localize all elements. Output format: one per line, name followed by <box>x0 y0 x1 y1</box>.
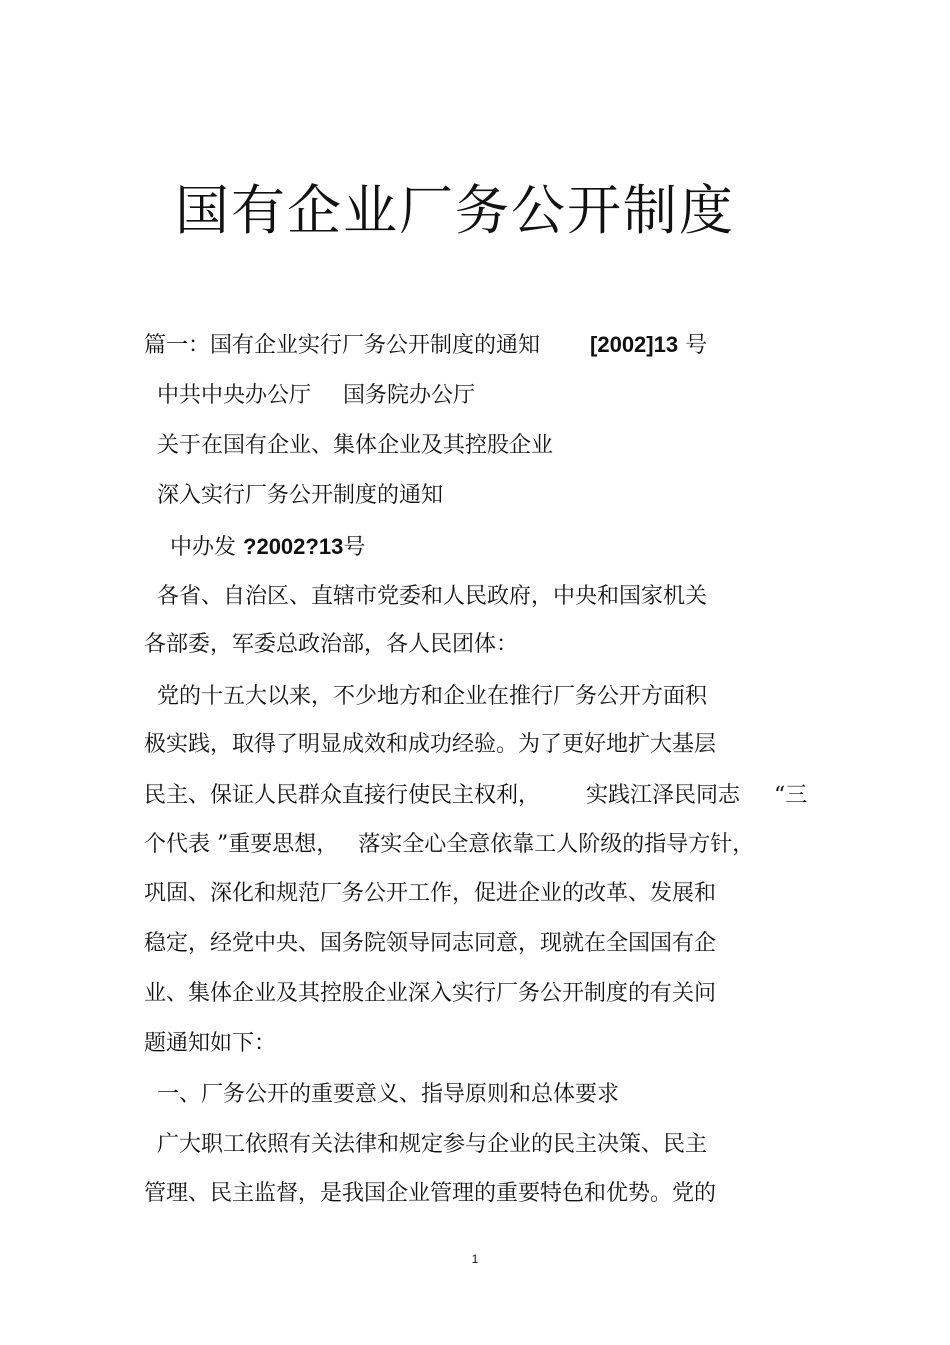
paragraph-segment: 民主、保证人民群众直接行使民主权利， <box>144 783 541 808</box>
paragraph-line: 广大职工依照有关法律和规定参与企业的民主决策、民主 <box>157 1132 708 1157</box>
paragraph-line: 各部委，军委总政治部，各人民团体： <box>144 632 519 657</box>
issuer-party: 中共中央办公厅 <box>157 383 312 408</box>
paragraph-segment: “三 <box>774 783 808 808</box>
issuance-number-suffix: 号 <box>343 535 366 560</box>
text-line <box>170 533 365 562</box>
issuer-state: 国务院办公厅 <box>343 383 476 408</box>
issuance-number: ?2002?13 <box>243 534 344 559</box>
notice-title-line-2: 深入实行厂务公开制度的通知 <box>157 483 444 508</box>
issuance-label: 中办发 <box>170 535 237 560</box>
document-number-suffix: 号 <box>685 333 708 358</box>
document-number: [2002]13 <box>590 332 679 357</box>
text-line <box>144 331 707 360</box>
text-line <box>144 831 754 859</box>
paragraph-line: 题通知如下： <box>144 1031 277 1056</box>
paragraph-segment: 个代表 <box>144 832 211 857</box>
paragraph-line: 管理、民主监督，是我国企业管理的重要特色和优势。党的 <box>144 1181 717 1206</box>
notice-title-line-1: 关于在国有企业、集体企业及其控股企业 <box>157 433 554 458</box>
article-heading: 篇一：国有企业实行厂务公开制度的通知 <box>144 333 541 358</box>
text-line <box>157 382 475 410</box>
text-line <box>144 782 807 810</box>
paragraph-line: 巩固、深化和规范厂务公开工作，促进企业的改革、发展和 <box>144 881 717 906</box>
paragraph-segment: 实践江泽民同志 <box>586 783 741 808</box>
paragraph-line: 极实践，取得了明显成效和成功经验。为了更好地扩大基层 <box>144 732 717 757</box>
section-heading: 一、厂务公开的重要意义、指导原则和总体要求 <box>157 1082 620 1107</box>
document-title: 国有企业厂务公开制度 <box>175 179 735 242</box>
paragraph-line: 稳定，经党中央、国务院领导同志同意，现就在全国国有企 <box>144 931 717 956</box>
paragraph-segment: ”重要思想， <box>217 832 339 857</box>
paragraph-line: 业、集体企业及其控股企业深入实行厂务公开制度的有关问 <box>144 981 717 1006</box>
paragraph-line: 党的十五大以来，不少地方和企业在推行厂务公开方面积 <box>157 684 708 709</box>
page-number: 1 <box>471 1252 479 1266</box>
paragraph-segment: 落实全心全意依靠工人阶级的指导方针， <box>358 832 755 857</box>
paragraph-line: 各省、自治区、直辖市党委和人民政府，中央和国家机关 <box>157 584 708 609</box>
